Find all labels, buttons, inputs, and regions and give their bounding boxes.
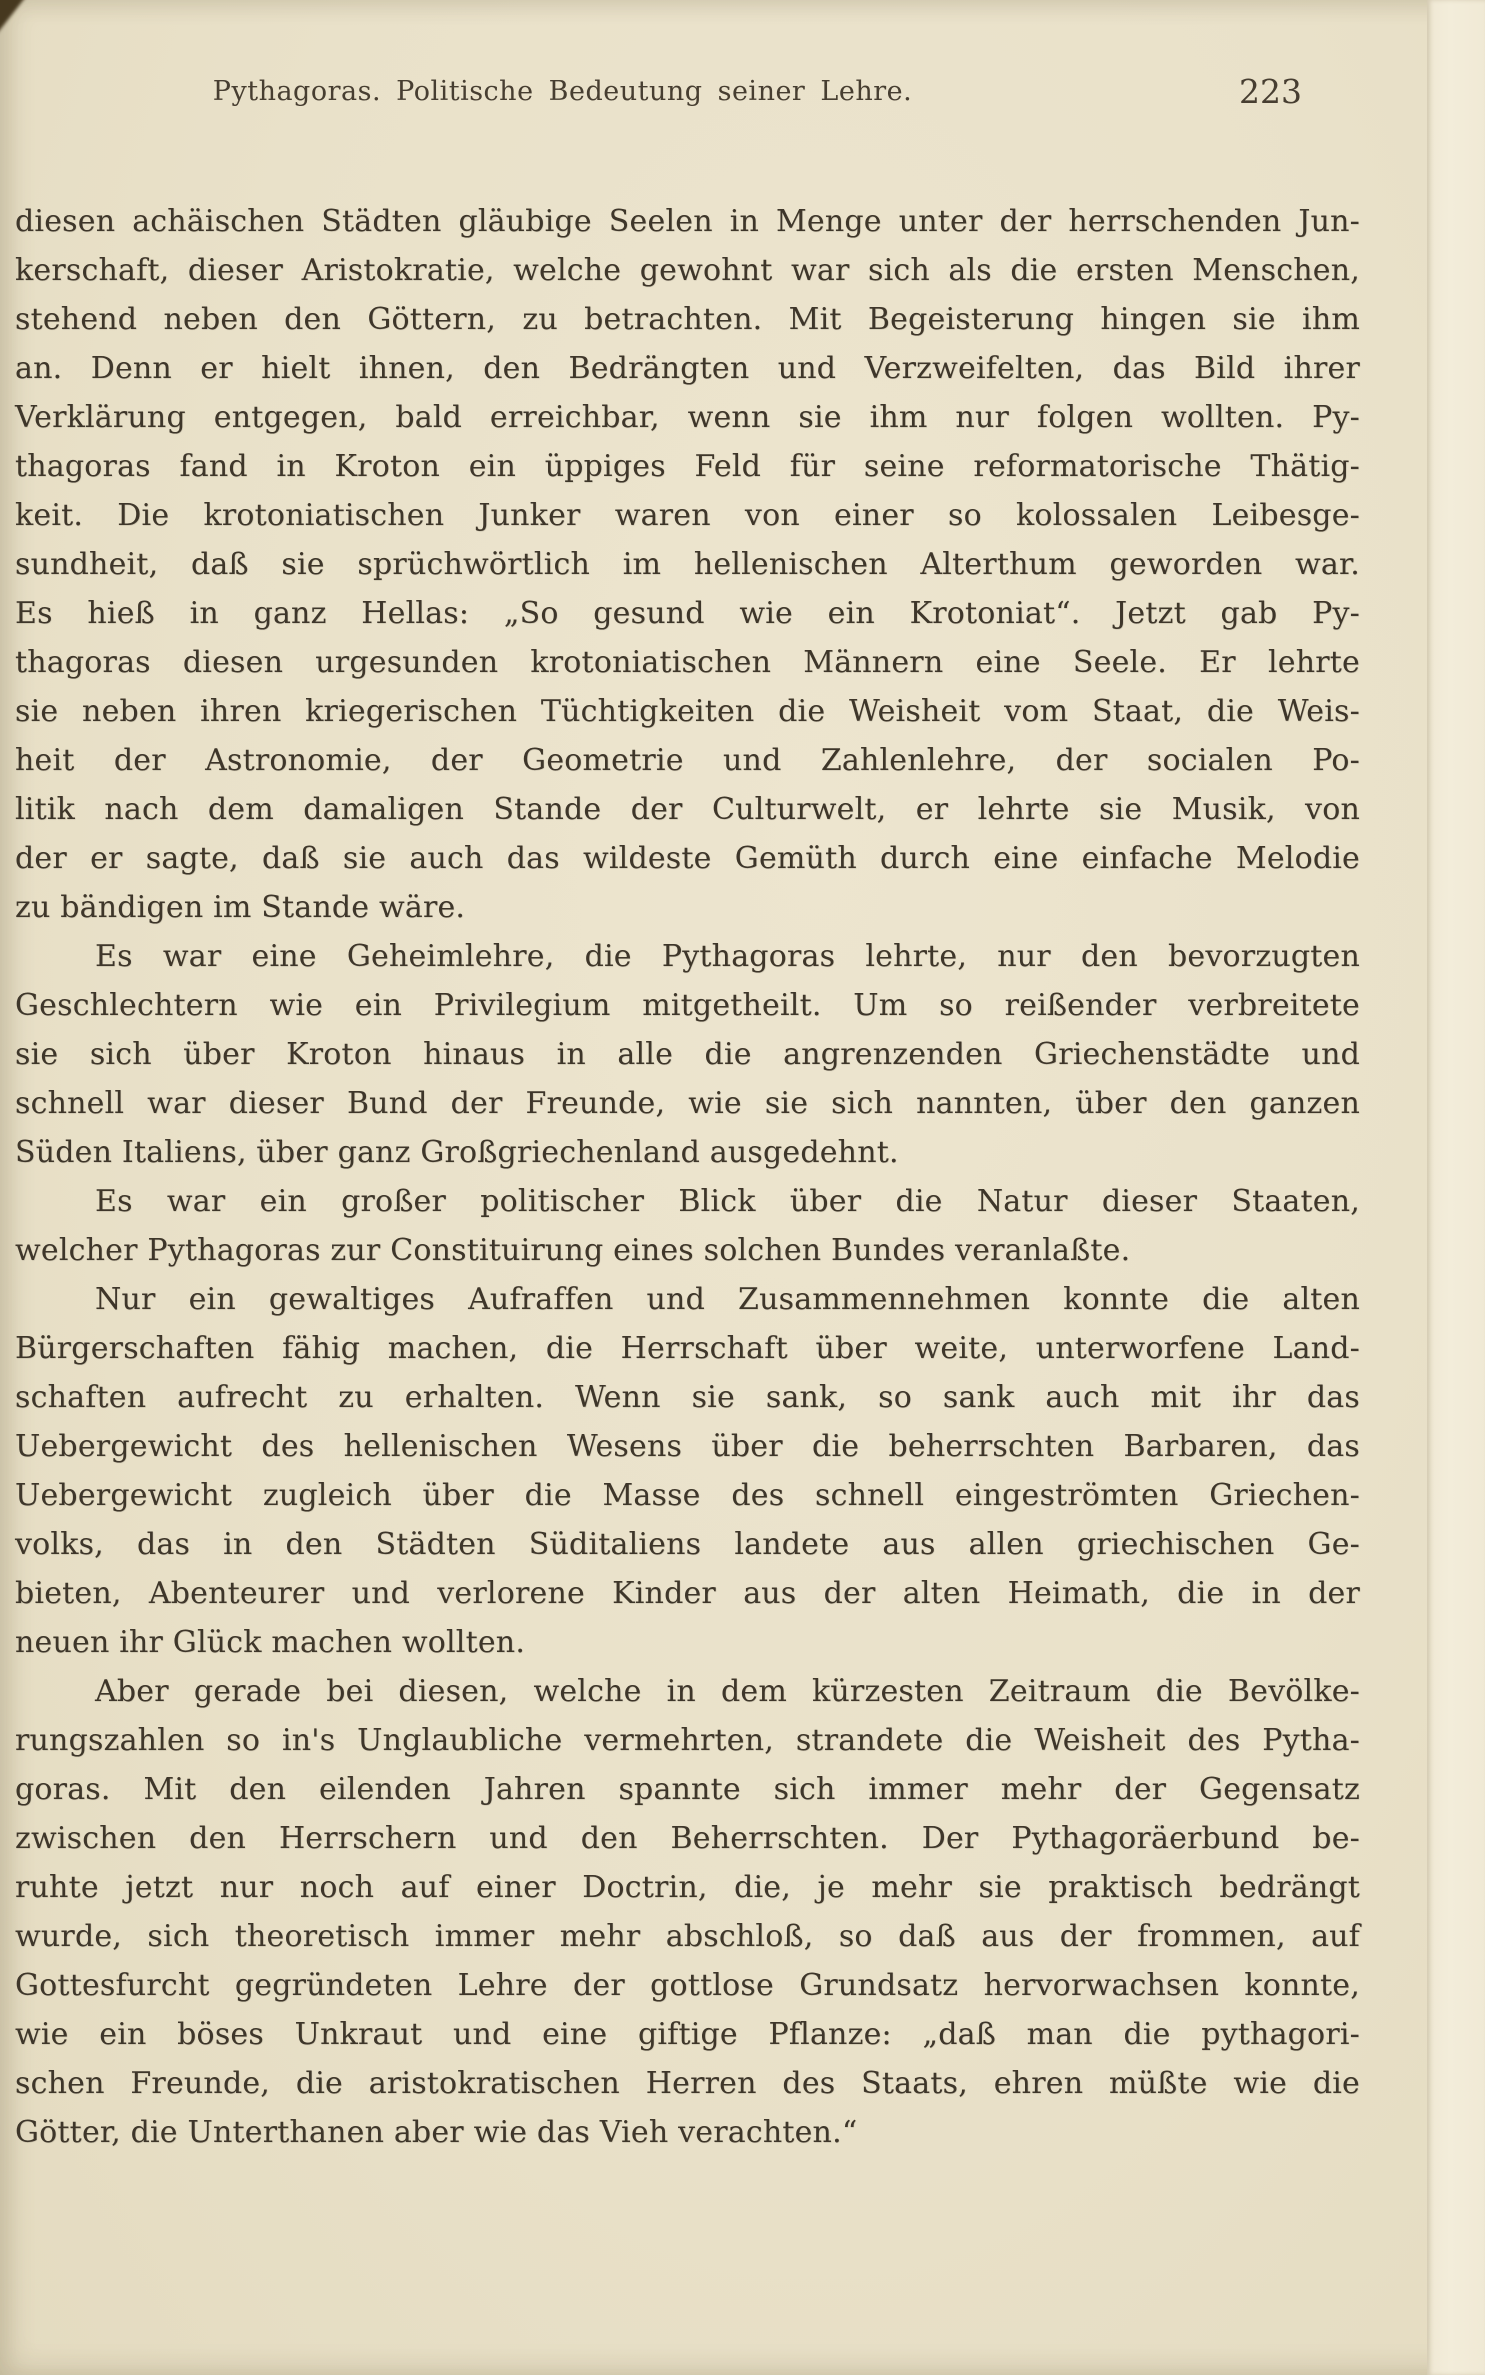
text-line: Bürgerschaften fähig machen, die Herrschaft über weite, unterworfene Land- [15,1331,1360,1366]
page-right-edge [1427,0,1485,2375]
text-line: Geschlechtern wie ein Privilegium mitgetheilt. Um so reißender verbreitete [15,988,1360,1023]
text-line: schen Freunde, die aristokratischen Herren des Staats, ehren müßte wie die [15,2066,1360,2101]
text-line: ruhte jetzt nur noch auf einer Doctrin, die, je mehr sie praktisch bedrängt [15,1870,1360,1905]
text-line: keit. Die krotoniatischen Junker waren von einer so kolossalen Leibesge- [15,498,1360,533]
text-line: Es hieß in ganz Hellas: „So gesund wie ein Krotoniat“. Jetzt gab Py- [15,596,1360,631]
text-line: thagoras fand in Kroton ein üppiges Feld für seine reformatorische Thätig- [15,449,1360,484]
running-header [15,72,1360,116]
text-line: sie sich über Kroton hinaus in alle die angrenzenden Griechenstädte und [15,1037,1360,1072]
text-line: sie neben ihren kriegerischen Tüchtigkeiten die Weisheit vom Staat, die Weis- [15,694,1360,729]
text-line: heit der Astronomie, der Geometrie und Zahlenlehre, der socialen Po- [15,743,1360,778]
text-line: zu bändigen im Stande wäre. [15,890,466,925]
text-line: thagoras diesen urgesunden krotoniatischen Männern eine Seele. Er lehrte [15,645,1360,680]
text-line: Aber gerade bei diesen, welche in dem kürzesten Zeitraum die Bevölke- [95,1674,1360,1709]
text-line: Süden Italiens, über ganz Großgriechenland ausgedehnt. [15,1135,899,1170]
text-line: sundheit, daß sie sprüchwörtlich im hellenischen Alterthum geworden war. [15,547,1360,582]
page-number: 223 [1239,72,1302,111]
text-line: der er sagte, daß sie auch das wildeste Gemüth durch eine einfache Melodie [15,841,1360,876]
page-body [15,197,1360,2157]
text-line: Verklärung entgegen, bald erreichbar, wenn sie ihm nur folgen wollten. Py- [15,400,1360,435]
text-line: Nur ein gewaltiges Aufraffen und Zusammennehmen konnte die alten [95,1282,1360,1317]
text-line: Es war eine Geheimlehre, die Pythagoras lehrte, nur den bevorzugten [95,939,1360,974]
text-line: diesen achäischen Städten gläubige Seelen in Menge unter der herrschenden Jun- [15,204,1360,239]
text-line: stehend neben den Göttern, zu betrachten. Mit Begeisterung hingen sie ihm [15,302,1360,337]
text-line: an. Denn er hielt ihnen, den Bedrängten und Verzweifelten, das Bild ihrer [15,351,1360,386]
text-line: neuen ihr Glück machen wollten. [15,1625,526,1660]
text-line: Es war ein großer politischer Blick über die Natur dieser Staaten, [95,1184,1360,1219]
text-line: kerschaft, dieser Aristokratie, welche gewohnt war sich als die ersten Menschen, [15,253,1360,288]
text-line: Uebergewicht zugleich über die Masse des schnell eingeströmten Griechen- [15,1478,1360,1513]
header-title: Pythagoras. Politische Bedeutung seiner Lehre. [212,76,913,107]
text-line: wurde, sich theoretisch immer mehr abschloß, so daß aus der frommen, auf [15,1919,1360,1954]
text-line: goras. Mit den eilenden Jahren spannte sich immer mehr der Gegensatz [15,1772,1360,1807]
text-line: volks, das in den Städten Süditaliens landete aus allen griechischen Ge- [15,1527,1360,1562]
text-line: wie ein böses Unkraut und eine giftige Pflanze: „daß man die pythagori- [15,2017,1360,2052]
text-line: Uebergewicht des hellenischen Wesens über die beherrschten Barbaren, das [15,1429,1360,1464]
text-line: litik nach dem damaligen Stande der Culturwelt, er lehrte sie Musik, von [15,792,1360,827]
text-line: rungszahlen so in's Unglaubliche vermehrten, strandete die Weisheit des Pytha- [15,1723,1360,1758]
text-line: Gottesfurcht gegründeten Lehre der gottlose Grundsatz hervorwachsen konnte, [15,1968,1360,2003]
text-line: schnell war dieser Bund der Freunde, wie sie sich nannten, über den ganzen [15,1086,1360,1121]
text-line: welcher Pythagoras zur Constituirung eines solchen Bundes veranlaßte. [15,1233,1131,1268]
text-line: zwischen den Herrschern und den Beherrschten. Der Pythagoräerbund be- [15,1821,1360,1856]
text-line: bieten, Abenteurer und verlorene Kinder aus der alten Heimath, die in der [15,1576,1360,1611]
scan-corner-artifact [0,0,28,40]
text-line: Götter, die Unterthanen aber wie das Vieh verachten.“ [15,2115,858,2150]
text-line: schaften aufrecht zu erhalten. Wenn sie sank, so sank auch mit ihr das [15,1380,1360,1415]
